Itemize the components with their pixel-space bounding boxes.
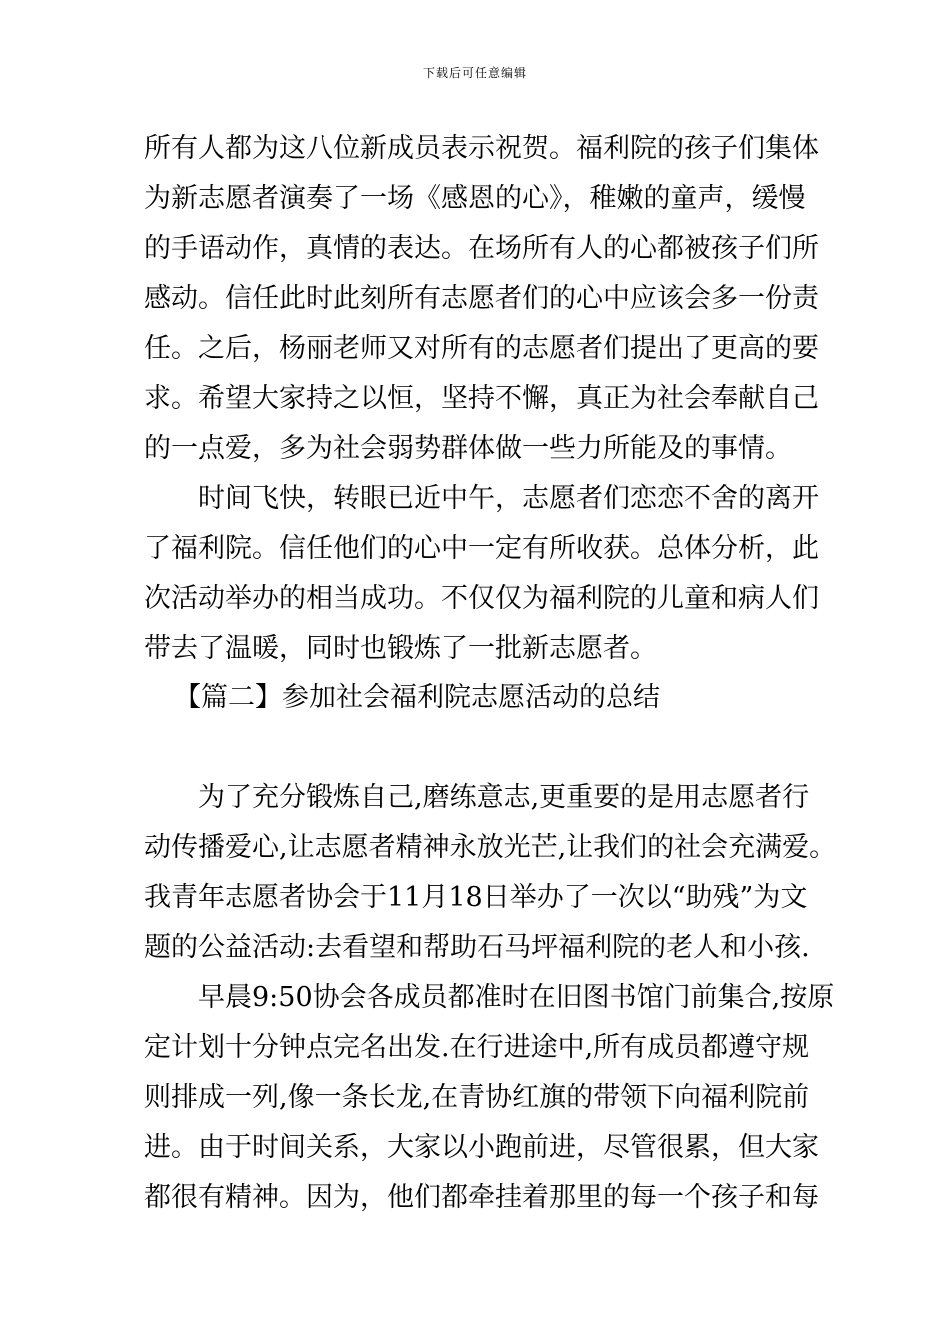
text-line: 动传播爱心,让志愿者精神永放光芒,让我们的社会充满爱。 xyxy=(144,832,837,863)
text-line: 带去了温暖，同时也锻炼了一批新志愿者。 xyxy=(144,633,657,664)
text-line: 任。之后，杨丽老师又对所有的志愿者们提出了更高的要 xyxy=(144,333,819,364)
text-line: 次活动举办的相当成功。不仅仅为福利院的儿童和病人们 xyxy=(144,583,819,614)
text-line: 为了充分锻炼自己,磨练意志,更重要的是用志愿者行 xyxy=(198,782,810,813)
text-line: 时间飞快，转眼已近中午，志愿者们恋恋不舍的离开 xyxy=(198,483,819,514)
text-line: 都很有精神。因为，他们都牵挂着那里的每一个孩子和每 xyxy=(144,1182,819,1213)
text-line: 题的公益活动:去看望和帮助石马坪福利院的老人和小孩. xyxy=(144,932,810,963)
page-header: 下载后可任意编辑 xyxy=(422,66,527,80)
text-line: 进。由于时间关系，大家以小跑前进，尽管很累，但大家 xyxy=(144,1132,819,1163)
text-line: 的一点爱，多为社会弱势群体做一些力所能及的事情。 xyxy=(144,433,792,464)
text-line: 定计划十分钟点完名出发.在行进途中,所有成员都遵守规 xyxy=(144,1032,810,1063)
section-title: 【篇二】参加社会福利院志愿活动的总结 xyxy=(174,682,660,713)
text-line: 早晨9:50协会各成员都准时在旧图书馆门前集合,按原 xyxy=(198,982,835,1013)
text-line: 了福利院。信任他们的心中一定有所收获。总体分析，此 xyxy=(144,533,819,564)
text-line: 所有人都为这八位新成员表示祝贺。福利院的孩子们集体 xyxy=(144,133,819,164)
text-line: 为新志愿者演奏了一场《感恩的心》，稚嫩的童声，缓慢 xyxy=(144,183,806,214)
text-line: 我青年志愿者协会于11月18日举办了一次以“助残”为文 xyxy=(144,882,808,913)
text-line: 则排成一列,像一条长龙,在青协红旗的带领下向福利院前 xyxy=(144,1082,810,1113)
text-line: 的手语动作，真情的表达。在场所有人的心都被孩子们所 xyxy=(144,233,819,264)
text-line: 求。希望大家持之以恒，坚持不懈，真正为社会奉献自己 xyxy=(144,383,819,414)
text-line: 感动。信任此时此刻所有志愿者们的心中应该会多一份责 xyxy=(144,283,819,314)
